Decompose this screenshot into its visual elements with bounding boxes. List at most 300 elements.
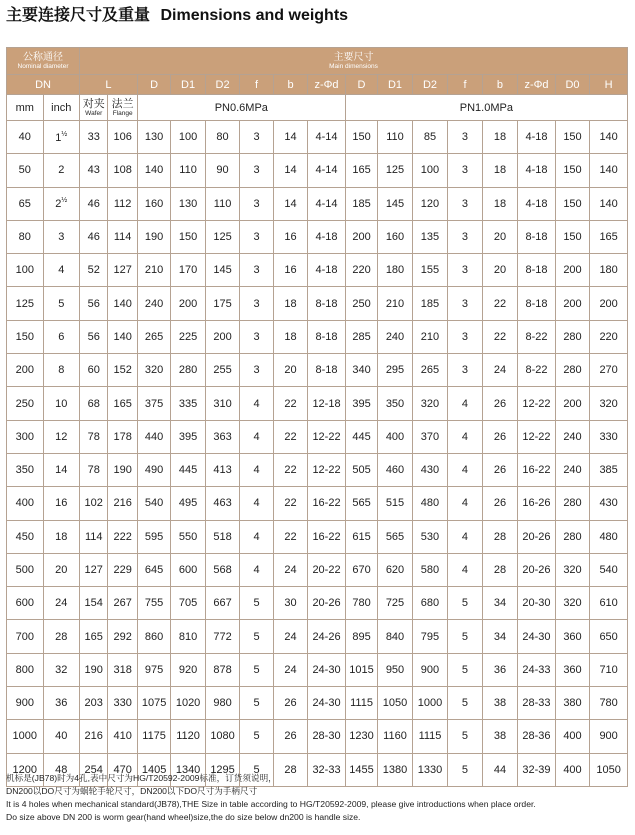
table-cell [43,187,80,220]
table-cell: 16 [273,254,307,287]
table-cell: 24 [43,587,80,620]
table-cell: 22 [273,520,307,553]
table-cell: 1230 [345,720,377,753]
table-cell: 980 [205,687,239,720]
table-cell: 180 [378,254,412,287]
table-row [7,520,628,553]
half-superscript: ½ [61,197,68,205]
table-cell: 110 [205,187,239,220]
table-cell: 78 [80,420,108,453]
table-cell: 1000 [412,687,448,720]
table-row [7,287,628,320]
table-cell: 3 [448,187,482,220]
table-cell: 3 [240,254,273,287]
table-cell: 130 [171,187,205,220]
table-cell: 265 [412,354,448,387]
table-cell: 3 [240,220,273,253]
table-cell: 28-36 [518,720,556,753]
col-b: b [273,75,307,95]
table-cell: 4-14 [308,121,346,154]
table-cell: 125 [7,287,44,320]
table-cell: 56 [80,320,108,353]
table-cell: 165 [590,220,628,253]
table-cell: 4 [240,487,273,520]
table-cell: 270 [590,354,628,387]
table-cell: 33 [80,121,108,154]
table-cell: 30 [273,587,307,620]
table-cell: 375 [137,387,170,420]
table-row [7,154,628,187]
table-cell: 620 [378,553,412,586]
table-cell: 78 [80,453,108,486]
table-cell: 102 [80,487,108,520]
table-cell: 292 [108,620,137,653]
table-cell: 250 [345,287,377,320]
table-cell: 85 [412,121,448,154]
wafer-cn: 对夹 [82,97,105,110]
table-cell: 16 [273,220,307,253]
col-d-pn10: D [345,75,377,95]
table-cell: 8-18 [308,320,346,353]
table-cell: 210 [412,320,448,353]
table-cell: 44 [482,753,518,786]
table-cell: 240 [555,420,589,453]
table-cell: 8-18 [518,220,556,253]
table-cell: 330 [590,420,628,453]
table-cell: 3 [448,121,482,154]
table-cell: 4 [240,553,273,586]
table-cell: 8-18 [518,254,556,287]
table-cell: 4 [448,520,482,553]
table-cell: 200 [345,220,377,253]
table-cell: 28 [482,520,518,553]
table-cell: 4 [448,553,482,586]
table-cell: 56 [80,287,108,320]
table-cell: 680 [412,587,448,620]
table-cell: 20-26 [518,520,556,553]
table-cell: 145 [378,187,412,220]
table-cell: 1050 [378,687,412,720]
table-cell: 22 [273,387,307,420]
table-cell: 5 [43,287,80,320]
table-cell: 24 [482,354,518,387]
table-cell: 240 [137,287,170,320]
table-cell: 185 [345,187,377,220]
table-cell: 190 [80,653,108,686]
table-cell: 500 [7,553,44,586]
table-cell: 100 [412,154,448,187]
table-cell: 363 [205,420,239,453]
col-d2: D2 [205,75,239,95]
table-cell: 18 [482,187,518,220]
table-cell: 330 [108,687,137,720]
table-row [7,254,628,287]
table-cell: 110 [378,121,412,154]
table-cell: 14 [273,121,307,154]
table-row [7,387,628,420]
table-cell: 24 [273,620,307,653]
title-cn: 主要连接尺寸及重量 [6,7,151,24]
table-cell: 380 [555,687,589,720]
table-cell: 5 [240,687,273,720]
table-cell: 320 [555,587,589,620]
table-cell: 3 [240,121,273,154]
table-cell: 413 [205,453,239,486]
table-cell: 26 [482,453,518,486]
table-cell: 127 [80,553,108,586]
table-cell: 470 [108,753,137,786]
table-cell: 5 [240,720,273,753]
table-cell: 200 [555,287,589,320]
table-cell: 24 [273,653,307,686]
table-cell: 335 [171,387,205,420]
table-cell: 795 [412,620,448,653]
table-cell: 920 [171,653,205,686]
table-cell: 400 [378,420,412,453]
table-cell: 8-22 [518,354,556,387]
table-cell: 530 [412,520,448,553]
table-cell: 4-14 [308,154,346,187]
table-cell: 1020 [171,687,205,720]
table-cell: 5 [240,620,273,653]
table-cell: 565 [378,520,412,553]
table-cell: 1200 [7,753,44,786]
table-cell: 160 [137,187,170,220]
table-row [7,653,628,686]
table-cell: 18 [482,154,518,187]
table-cell: 385 [590,453,628,486]
title-en: Dimensions and weights [160,7,349,24]
table-cell: 152 [108,354,137,387]
table-cell: 12 [43,420,80,453]
table-cell: 600 [171,553,205,586]
table-cell: 1115 [345,687,377,720]
table-cell: 550 [171,520,205,553]
table-cell: 615 [345,520,377,553]
table-cell: 120 [412,187,448,220]
table-cell: 705 [171,587,205,620]
table-cell: 180 [590,254,628,287]
table-cell: 320 [590,387,628,420]
table-cell: 2 [43,154,80,187]
table-cell: 772 [205,620,239,653]
table-cell: 445 [171,453,205,486]
table-row [7,687,628,720]
table-cell: 295 [378,354,412,387]
table-cell: 440 [137,420,170,453]
table-cell: 3 [448,154,482,187]
note-4: Do size above DN 200 is worm gear(hand wheel)size,the do size below dn200 is handle size. [6,812,361,822]
table-cell: 4-18 [308,254,346,287]
table-cell: 112 [108,187,137,220]
table-cell: 320 [555,553,589,586]
table-cell: 14 [273,154,307,187]
table-cell: 5 [240,587,273,620]
table-cell: 20-22 [308,553,346,586]
table-cell: 320 [412,387,448,420]
table-cell: 20 [482,254,518,287]
table-cell: 222 [108,520,137,553]
table-row [7,320,628,353]
table-cell: 8-22 [518,320,556,353]
col-d1-pn10: D1 [378,75,412,95]
table-cell: 3 [448,354,482,387]
table-cell: 285 [345,320,377,353]
table-cell: 350 [7,453,44,486]
table-cell: 220 [590,320,628,353]
table-cell: 50 [7,154,44,187]
notes [6,772,631,824]
table-cell: 210 [378,287,412,320]
table-cell: 140 [590,154,628,187]
col-h: H [590,75,628,95]
table-cell: 265 [137,320,170,353]
table-cell: 52 [80,254,108,287]
table-cell: 3 [240,154,273,187]
half-superscript: ½ [61,130,68,138]
table-cell: 16 [43,487,80,520]
table-cell: 463 [205,487,239,520]
table-cell: 32-39 [518,753,556,786]
table-cell: 1405 [137,753,170,786]
table-cell: 127 [108,254,137,287]
table-cell: 225 [171,320,205,353]
table-cell: 4-18 [518,121,556,154]
table-cell: 26 [273,720,307,753]
table-cell: 400 [7,487,44,520]
table-row [7,220,628,253]
table-row [7,720,628,753]
table-cell: 650 [590,620,628,653]
table-cell: 229 [108,553,137,586]
table-cell: 150 [345,121,377,154]
table-cell: 18 [273,287,307,320]
table-cell: 140 [108,320,137,353]
table-cell: 320 [137,354,170,387]
table-cell: 1160 [378,720,412,753]
table-cell: 46 [80,187,108,220]
table-cell: 190 [108,453,137,486]
table-cell: 34 [482,587,518,620]
table-cell: 12-22 [308,453,346,486]
table-cell: 4 [240,520,273,553]
table-cell: 1015 [345,653,377,686]
table-cell: 20-30 [518,587,556,620]
table-cell: 400 [555,753,589,786]
table-cell: 150 [171,220,205,253]
table-cell: 318 [108,653,137,686]
table-cell: 1080 [205,720,239,753]
table-cell: 445 [345,420,377,453]
table-cell: 40 [43,720,80,753]
wafer-en: Wafer [85,109,103,117]
main-en: Main dimensions [329,62,378,70]
col-d0: D0 [555,75,589,95]
table-cell: 490 [137,453,170,486]
table-cell: 32 [43,653,80,686]
page-title [6,4,348,28]
table-cell: 515 [378,487,412,520]
table-cell: 460 [378,453,412,486]
table-cell: 170 [171,254,205,287]
table-cell: 280 [555,354,589,387]
table-cell: 165 [345,154,377,187]
table-cell: 114 [80,520,108,553]
table-cell: 203 [80,687,108,720]
table-cell: 3 [448,220,482,253]
col-z-phid-pn10: z-Φd [518,75,556,95]
table-cell: 22 [273,420,307,453]
table-cell: 200 [555,254,589,287]
table-cell: 165 [80,620,108,653]
col-f: f [240,75,273,95]
table-cell: 28 [43,620,80,653]
table-cell: 108 [108,154,137,187]
table-cell: 4 [43,254,80,287]
table-cell: 200 [171,287,205,320]
col-d1: D1 [171,75,205,95]
table-cell: 3 [43,220,80,253]
table-cell: 20-26 [308,587,346,620]
table-cell: 150 [555,121,589,154]
table-cell: 32-33 [308,753,346,786]
table-cell: 1115 [412,720,448,753]
table-cell: 20 [43,553,80,586]
table-cell: 250 [7,387,44,420]
table-cell: 400 [555,720,589,753]
table-cell: 24-30 [518,620,556,653]
table-cell: 1330 [412,753,448,786]
table-cell: 580 [412,553,448,586]
table-cell: 3 [240,354,273,387]
table-cell: 240 [378,320,412,353]
table-cell: 20 [482,220,518,253]
table-cell: 18 [43,520,80,553]
table-cell: 360 [555,620,589,653]
table-cell: 48 [43,753,80,786]
table-cell: 24 [273,553,307,586]
table-cell: 22 [273,453,307,486]
table-cell: 20-26 [518,553,556,586]
table-cell: 110 [171,154,205,187]
table-cell: 267 [108,587,137,620]
table-cell: 755 [137,587,170,620]
col-f-pn10: f [448,75,482,95]
flange-en: Flange [112,109,133,117]
table-cell: 154 [80,587,108,620]
col-d: D [137,75,170,95]
table-cell: 16-22 [308,520,346,553]
table-cell: 1120 [171,720,205,753]
table-cell: 20 [273,354,307,387]
table-cell: 200 [7,354,44,387]
wafer-header [80,95,108,121]
table-cell: 200 [555,387,589,420]
dn-header: DN [7,75,80,95]
table-cell: 5 [240,653,273,686]
table-cell: 135 [412,220,448,253]
table-cell: 3 [448,320,482,353]
table-cell: 6 [43,320,80,353]
table-cell: 600 [7,587,44,620]
table-cell: 480 [412,487,448,520]
table-cell: 5 [448,720,482,753]
table-cell: 106 [108,121,137,154]
flange-header [108,95,137,121]
table-cell: 1175 [137,720,170,753]
table-cell: 645 [137,553,170,586]
table-cell: 125 [378,154,412,187]
nominal-en: Nominal diameter [17,62,69,70]
table-cell: 540 [137,487,170,520]
table-cell: 370 [412,420,448,453]
table-cell: 200 [590,287,628,320]
table-cell: 28 [273,753,307,786]
table-cell: 26 [482,487,518,520]
table-cell: 4 [448,387,482,420]
table-cell: 216 [80,720,108,753]
table-cell: 46 [80,220,108,253]
table-cell: 895 [345,620,377,653]
table-cell: 3 [240,187,273,220]
table-row [7,354,628,387]
table-cell: 430 [590,487,628,520]
table-cell: 60 [80,354,108,387]
table-cell: 16-26 [518,487,556,520]
table-cell: 26 [482,420,518,453]
table-cell: 1075 [137,687,170,720]
table-cell: 34 [482,620,518,653]
table-cell: 24-30 [308,653,346,686]
table-cell: 145 [205,254,239,287]
table-cell: 360 [555,653,589,686]
table-cell: 216 [108,487,137,520]
table-cell: 10 [43,387,80,420]
table-cell: 5 [448,687,482,720]
col-b-pn10: b [482,75,518,95]
table-cell: 80 [205,121,239,154]
col-l: L [80,75,138,95]
table-cell: 3 [240,320,273,353]
table-cell: 430 [412,453,448,486]
table-row [7,487,628,520]
table-cell: 150 [555,187,589,220]
table-cell: 4-14 [308,187,346,220]
table-cell: 565 [345,487,377,520]
table-cell: 860 [137,620,170,653]
table-cell: 4-18 [518,154,556,187]
table-cell: 178 [108,420,137,453]
table-cell: 5 [448,653,482,686]
table-cell: 43 [80,154,108,187]
table-cell: 725 [378,587,412,620]
main-dimensions-header [80,48,628,75]
table-cell: 130 [137,121,170,154]
table-cell: 255 [205,354,239,387]
table-cell: 36 [482,653,518,686]
table-cell: 38 [482,687,518,720]
table-cell: 310 [205,387,239,420]
table-cell: 65 [7,187,44,220]
table-row [7,587,628,620]
table-cell: 280 [171,354,205,387]
table-cell: 18 [482,121,518,154]
inch-fraction: $2^{\frac{1}{2}}$ [55,197,68,211]
table-cell: 150 [555,220,589,253]
table-cell [43,121,80,154]
table-cell: 4 [448,487,482,520]
table-cell: 240 [555,453,589,486]
